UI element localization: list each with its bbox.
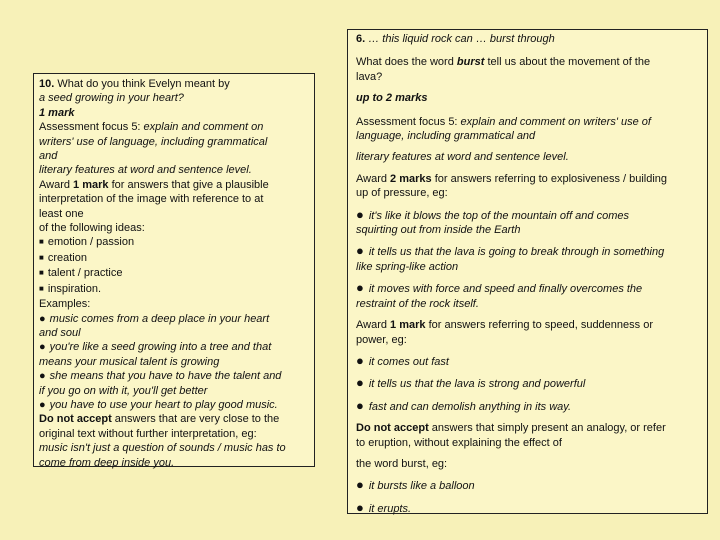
award-1-mark-line-2: power, eg: [356, 333, 407, 346]
assessment-focus-line-4: literary features at word and sentence level. [39, 164, 252, 177]
mark-scheme-question-10 [33, 73, 315, 467]
question-10-title: 10. What do you think Evelyn meant by [39, 78, 230, 90]
assessment-focus-line-3: literary features at word and sentence level. [356, 151, 569, 164]
do-not-accept-line-2: to eruption, without explaining the effect of [356, 436, 562, 449]
one-mark-example: ● it comes out fast [356, 354, 699, 369]
idea-item: ■ inspiration. [39, 282, 309, 297]
two-mark-example: ● it moves with force and speed and finally overcomes the [356, 281, 699, 296]
idea-item: ■ creation [39, 251, 309, 266]
assessment-focus: Assessment focus 5: explain and comment on [39, 121, 264, 134]
dna-example: ● it erupts. [356, 501, 699, 516]
one-mark-example: ● it tells us that the lava is strong and powerful [356, 376, 699, 391]
do-not-accept: Do not accept answers that simply present an analogy, or refer [356, 422, 666, 435]
award-1-mark: Award 1 mark for answers referring to speed, suddenness or [356, 319, 653, 332]
example-item-cont: and soul [39, 326, 81, 339]
assessment-focus-line-2: language, including grammatical and [356, 130, 536, 143]
marks-value: up to 2 marks [356, 92, 428, 105]
examples-label: Examples: [39, 298, 91, 311]
question-6-title: 6. … this liquid rock can … burst through [356, 33, 555, 45]
do-not-accept-line-4: come from deep inside you. [39, 456, 175, 469]
example-item-cont: means your musical talent is growing [39, 355, 220, 368]
two-mark-example-cont: like spring-like action [356, 260, 459, 273]
mark-scheme-question-6 [347, 29, 708, 514]
assessment-focus: Assessment focus 5: explain and comment on writers' use of [356, 115, 651, 128]
question-6-text: What does the word burst tell us about the movement of the [356, 56, 651, 69]
idea-item: ■ talent / practice [39, 266, 309, 281]
assessment-focus-line-2: writers' use of language, including grammatical [39, 135, 268, 148]
award-2-marks-line-2: up of pressure, eg: [356, 187, 448, 200]
dna-example: ● it bursts like a balloon [356, 478, 699, 493]
example-item: ● you're like a seed growing into a tree and that [39, 340, 309, 354]
two-mark-example: ● it tells us that the lava is going to break through in something [356, 244, 699, 259]
one-mark-example: ● fast and can demolish anything in its way. [356, 399, 699, 414]
award-criteria-line-4: of the following ideas: [39, 222, 145, 235]
example-item: ● you have to use your heart to play good music. [39, 398, 309, 412]
award-criteria-line-3: least one [39, 207, 84, 220]
example-item: ● she means that you have to have the talent and [39, 369, 309, 383]
assessment-focus-line-3: and [39, 150, 58, 163]
two-mark-example: ● it's like it blows the top of the mountain off and comes [356, 208, 699, 223]
question-6-text-line-2: lava? [356, 70, 383, 83]
award-criteria-line-2: interpretation of the image with reference to at [39, 193, 264, 206]
do-not-accept-line-3: the word burst, eg: [356, 457, 448, 470]
two-mark-example-cont: squirting out from inside the Earth [356, 224, 521, 237]
do-not-accept: Do not accept answers that are very close to the [39, 413, 280, 426]
question-10-quote: a seed growing in your heart? [39, 92, 184, 105]
example-item-cont: if you go on with it, you'll get better [39, 384, 208, 397]
mark-value: 1 mark [39, 106, 75, 119]
award-criteria: Award 1 mark for answers that give a plausible [39, 178, 269, 191]
example-item: ● music comes from a deep place in your heart [39, 312, 309, 326]
do-not-accept-line-3: music isn't just a question of sounds / music has to [39, 442, 286, 455]
award-2-marks: Award 2 marks for answers referring to explosiveness / building [356, 172, 668, 185]
do-not-accept-line-2: original text without further interpretation, eg: [39, 427, 257, 440]
idea-item: ■ emotion / passion [39, 235, 309, 250]
two-mark-example-cont: restraint of the rock itself. [356, 297, 479, 310]
